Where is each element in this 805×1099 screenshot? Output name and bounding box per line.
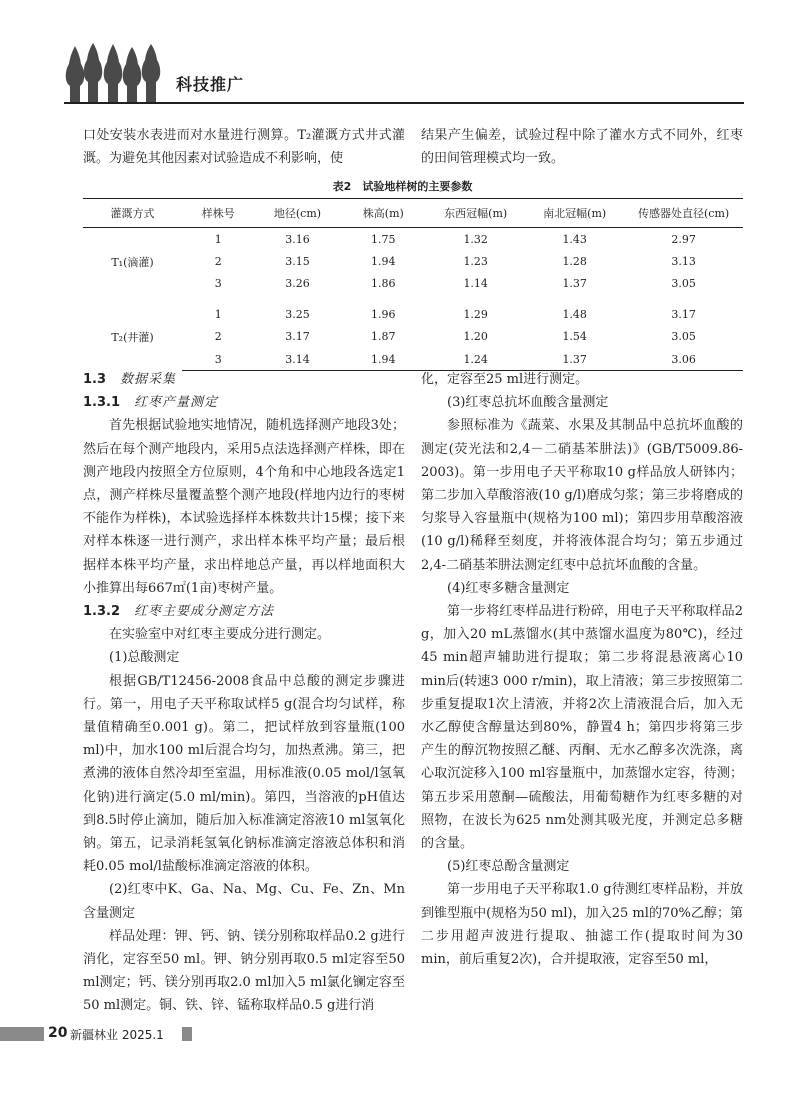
paragraph: 在实验室中对红枣主要成分进行测定。: [109, 627, 331, 643]
table-cell: 3.13: [671, 255, 696, 269]
table-cell: 1: [214, 307, 222, 321]
table-cell: 3.26: [285, 277, 310, 291]
forest-logo-icon: [64, 42, 168, 106]
col-header: 样株号: [182, 199, 255, 228]
left-column: [83, 368, 405, 1018]
table-row: [83, 326, 743, 348]
page-header: [0, 40, 805, 110]
group-label: T₁(滴灌): [111, 255, 154, 269]
section-heading: 1.3.2 红枣主要成分测定方法: [83, 604, 275, 620]
paragraph: 首先根据试验地实地情况，随机选择测产地段3处；然后在每个测产地段内，采用5点法选择测产样株，即在测产地段内按照全方位原则，4个角和中心地段各选定1点，测产样株尽量覆盖整个测产地段(样地内边行的枣树不能作为样株)，本试验选择样本株数共计15棵；接下来对样本株逐一进行测产，求出样本株平均产量；最后根据样本株平均产量，求出样地总产量，再以样地面积大小推算出每667㎡(1亩)枣树产量。: [83, 418, 405, 596]
table-cell: 1.43: [562, 232, 587, 246]
table-cell: 2: [214, 255, 222, 269]
table-cell: 1.87: [371, 330, 396, 344]
paragraph: 根据GB/T12456-2008食品中总酸的测定步骤进行。第一，用电子天平称取试样5 g(混合均匀试样，称量值精确至0.001 g)。第二，把试样放到容量瓶(100 ml)中，加水100 ml后混合均匀，加热煮沸。第三，把煮沸的液体自然冷却至室温，用标准液(0.05 mol/l氢氧化钠)进行滴定(5.0 ml/min)。第四，当溶液的pH值达到8.5时停止滴加，随后加入标准滴定溶液10 ml氢氧化钠。第五，记录消耗氢氧化钠标准滴定溶液总体积和消耗0.05 mol/l盐酸标准滴定溶液的体积。: [83, 673, 405, 875]
paragraph: 口处安装水表进而对水量进行测算。T₂灌溉方式井式灌溉。为避免其他因素对试验造成不利影响，使: [83, 128, 405, 167]
table-cell: 3.17: [285, 330, 310, 344]
magazine-issue: 新疆林业 2025.1: [70, 1028, 164, 1042]
table-row: [83, 273, 743, 295]
footer-box: [182, 1027, 192, 1041]
col-header: 南北冠幅(m): [525, 199, 624, 228]
parameters-table: [83, 198, 743, 371]
table-cell: 1.48: [562, 307, 587, 321]
paragraph: (5)红枣总酚含量测定: [447, 859, 570, 875]
table-cell: 3.16: [285, 232, 310, 246]
col-header: 地径(cm): [255, 199, 341, 228]
col-header: 东西冠幅(m): [426, 199, 525, 228]
paragraph: 第一步用电子天平称取1.0 g待测红枣样品粉，并放到锥型瓶中(规格为50 ml)，加入25 ml的70%乙醇；第二步用超声波进行提取、抽滤工作(提取时间为30 min，前后重复2次)，合并提取液，定容至50 ml，: [421, 882, 743, 968]
col-header: 株高(m): [340, 199, 426, 228]
table-cell: 3.05: [671, 330, 696, 344]
table-cell: 1.20: [463, 330, 488, 344]
table-cell: 1.94: [340, 348, 426, 371]
table-cell: 1.54: [562, 330, 587, 344]
table-cell: 3.14: [255, 348, 341, 371]
table-header-row: [83, 199, 743, 228]
paragraph: (3)红枣总抗坏血酸含量测定: [447, 395, 609, 411]
right-column: [421, 368, 743, 971]
section-heading: 1.3.1 红枣产量测定: [83, 395, 219, 411]
table-cell: 3.05: [671, 277, 696, 291]
table-cell: 2.97: [671, 232, 696, 246]
section-title: 科技推广: [176, 75, 245, 94]
col-header: 传感器处直径(cm): [624, 199, 743, 228]
paragraph: 样品处理：钾、钙、钠、镁分别称取样品0.2 g进行消化，定容至50 ml。钾、钠分别再取0.5 ml定容至50 ml测定；钙、镁分别再取2.0 ml加入5 ml氯化镧定容至50 ml测定。铜、铁、锌、锰称取样品0.5 g进行消: [83, 928, 405, 1014]
table-title: 表2 试验地样树的主要参数: [332, 180, 473, 193]
page-number: 20: [48, 1025, 68, 1041]
table-row: [83, 303, 743, 325]
table-cell: 1.32: [463, 232, 488, 246]
paragraph: 第一步将红枣样品进行粉碎，用电子天平称取样品2 g，加入20 mL蒸馏水(其中蒸馏水温度为80℃)，经过45 min超声辅助进行提取；第二步将混悬液离心10 min后(转速3 000 r/min)，取上清液；第三步按照第二步重复提取1次上清液，并将2次上清液混合后，加入无水乙醇使含醇量达到80%，静置4 h；第四步将第三步产生的醇沉物按照乙醚、丙酮、无水乙醇多次洗涤，离心取沉淀移入100 ml容量瓶中，加蒸馏水定容，待测；第五步采用蒽酮—硫酸法，用葡萄糖作为红枣多糖的对照物，在波长为625 nm处测其吸光度，并测定总多糖的含量。: [421, 604, 743, 852]
top-right-text: [421, 124, 743, 170]
table-cell: 1.29: [463, 307, 488, 321]
paragraph: 结果产生偏差，试验过程中除了灌水方式不同外，红枣的田间管理模式均一致。: [421, 128, 743, 167]
table-cell: 3.25: [285, 307, 310, 321]
table-cell: 3: [182, 348, 255, 371]
page-footer: [0, 1025, 805, 1043]
table-cell: 1.37: [525, 348, 624, 371]
table-cell: 1.75: [371, 232, 396, 246]
paragraph: (2)红枣中K、Ga、Na、Mg、Cu、Fe、Zn、Mn含量测定: [83, 882, 405, 921]
table-cell: 3.06: [624, 348, 743, 371]
table-row: [83, 228, 743, 251]
col-header: 灌溉方式: [83, 199, 182, 228]
footer-bar: [0, 1027, 44, 1041]
table-cell: 1.96: [371, 307, 396, 321]
paragraph: (4)红枣多糖含量测定: [447, 580, 570, 596]
section-heading: 1.3 数据采集: [83, 372, 177, 387]
table-row: [83, 250, 743, 272]
table-cell: 1.23: [463, 255, 488, 269]
table-cell: 1.94: [371, 255, 396, 269]
paragraph: 化，定容至25 ml进行测定。: [421, 372, 589, 387]
paragraph: (1)总酸测定: [109, 650, 180, 666]
table-cell: 1.86: [371, 277, 396, 291]
table-cell: 3.17: [671, 307, 696, 321]
table-cell: 1: [214, 232, 222, 246]
table-cell: 2: [214, 330, 222, 344]
table-spacer: [83, 295, 743, 303]
table-cell: 1.14: [463, 277, 488, 291]
table-cell: 1.37: [562, 277, 587, 291]
table-cell: 1.28: [562, 255, 587, 269]
table-cell: 3: [214, 277, 222, 291]
group-label: T₂(井灌): [111, 331, 154, 344]
paragraph: 参照标准为《蔬菜、水果及其制品中总抗坏血酸的测定(荧光法和2,4－二硝基苯肼法)》(GB/T5009.86-2003)。第一步用电子天平称取10 g样品放人研钵内；第二步加入草酸溶液(10 g/l)磨成匀浆；第三步将磨成的匀浆导入容量瓶中(规格为100 ml)；第四步用草酸溶液(10 g/l)稀释至刻度，并将液体混合均匀；第五步通过2,4-二硝基苯肼法测定红枣中总抗坏血酸的含量。: [421, 418, 743, 573]
table-cell: 3.15: [285, 255, 310, 269]
top-left-text: [83, 124, 405, 170]
table-cell: 1.24: [426, 348, 525, 371]
header-rule: [64, 102, 744, 104]
